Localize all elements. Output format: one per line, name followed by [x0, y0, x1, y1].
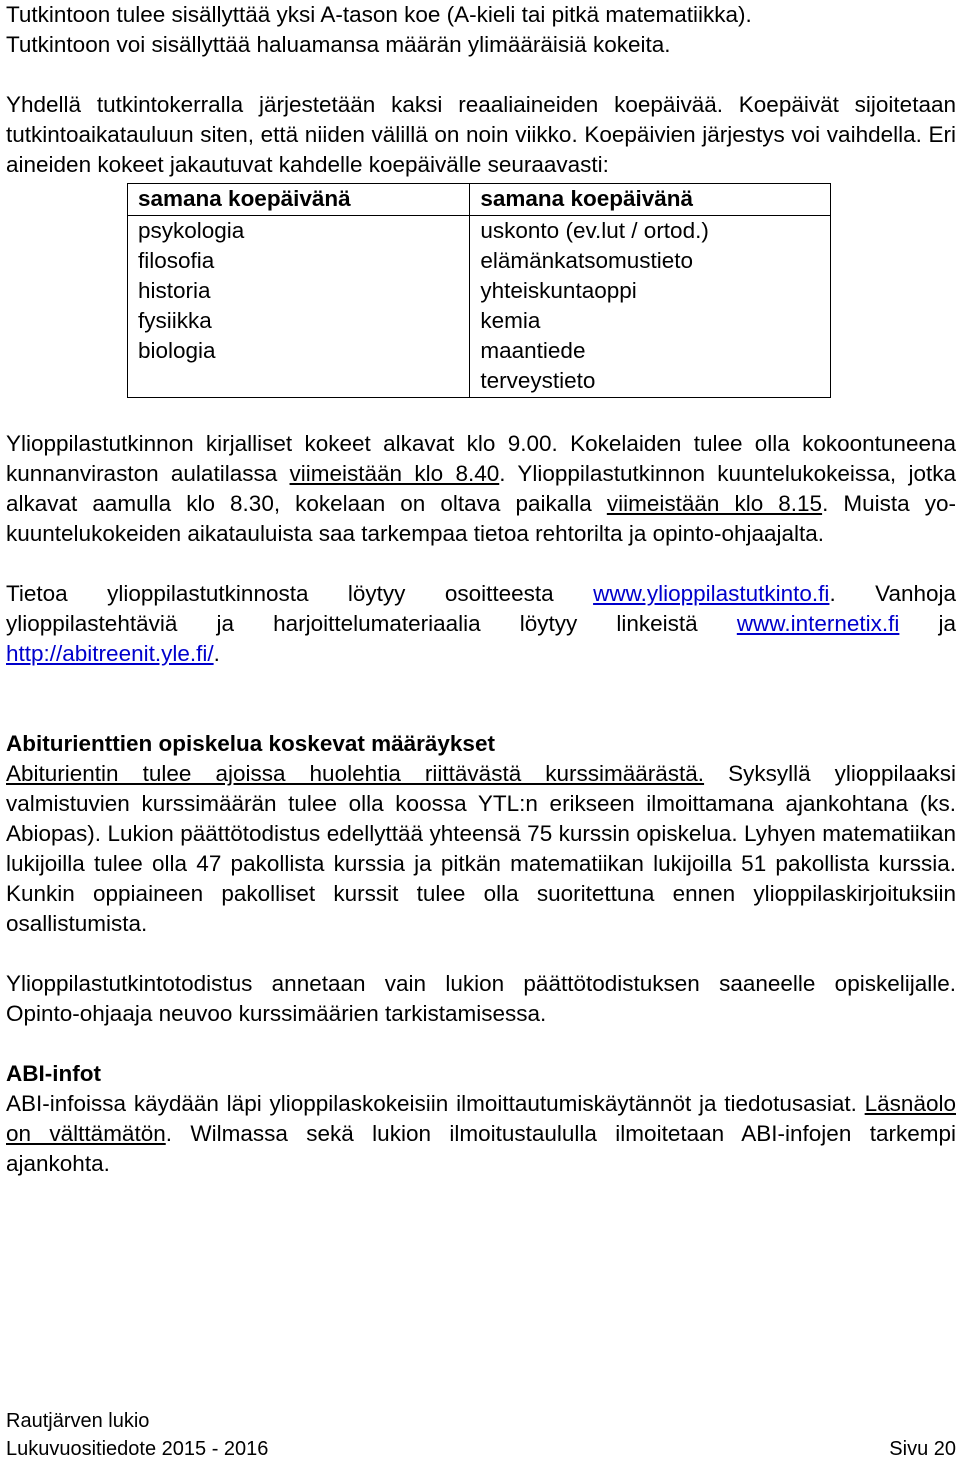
subject-item: historia	[138, 278, 211, 303]
section-abi-info	[6, 1059, 956, 1179]
section-abiturients	[6, 729, 956, 939]
subject-item: kemia	[480, 308, 541, 333]
paragraph-links: Tietoa ylioppilastutkinnosta löytyy osoitteesta www.ylioppilastutkinto.fi. Vanhoja ylioppilastehtäviä ja harjoittelumateriaalia löytyy linkeistä www.internetix.fi ja http://abitreenit.yle.fi/.	[6, 581, 957, 666]
page-footer	[6, 1407, 956, 1463]
table-header-day2: samana koepäivänä	[470, 184, 831, 216]
deadline-text: viimeistään klo 8.40	[289, 461, 500, 486]
subject-item: fysiikka	[138, 308, 212, 333]
exam-day-table	[127, 183, 831, 398]
footer-publication: Lukuvuositiedote 2015 - 2016	[6, 1438, 269, 1460]
paragraph-a-level-exam	[6, 0, 956, 60]
subject-item: psykologia	[138, 218, 245, 243]
paragraph-abi-info: ABI-infoissa käydään läpi ylioppilaskokeisiin ilmoittautumiskäytännöt ja tiedotusasiat. Läsnäolo on välttämätön. Wilmassa sekä lukion ilmoitustaululla ilmoitetaan ABI-infojen tarkempi ajankohta.	[6, 1091, 956, 1176]
subject-item: yhteiskuntaoppi	[480, 278, 637, 303]
subject-item: uskonto (ev.lut / ortod.)	[480, 218, 709, 243]
link-abitreenit[interactable]: http://abitreenit.yle.fi/	[6, 641, 214, 666]
subject-item: maantiede	[480, 338, 586, 363]
footer-school: Rautjärven lukio	[6, 1410, 150, 1432]
footer-page-number: Sivu 20	[889, 1438, 956, 1460]
link-internetix[interactable]: www.internetix.fi	[736, 611, 900, 636]
deadline-text: viimeistään klo 8.15	[606, 491, 823, 516]
table-header-day1: samana koepäivänä	[128, 184, 470, 216]
paragraph-course-requirements: Abiturientin tulee ajoissa huolehtia riittävästä kurssimäärästä. Syksyllä ylioppilaaksi valmistuvien kurssimäärän tulee olla koossa YTL:n erikseen ilmoittamana ajankohtana (ks. Abiopas). Lukion päättötodistus edellyttää yhteensä 75 kurssin opiskelua. Lyhyen matematiikan lukijoilla tulee olla 47 pakollista kurssia ja pitkän matematiikan lukijoilla 51 pakollista kurssia. Kunkin oppiaineen pakolliset kurssit tulee olla suoritettuna ennen ylioppilaskirjoituksiin osallistumista.	[6, 761, 956, 936]
subject-item: terveystieto	[480, 368, 596, 393]
section-heading: ABI-infot	[6, 1061, 101, 1086]
paragraph-exam-times: Ylioppilastutkinnon kirjalliset kokeet alkavat klo 9.00. Kokelaiden tulee olla kokoontuneena kunnanviraston aulatilassa viimeistään klo 8.40. Ylioppilastutkinnon kuuntelukokeissa, jotka alkavat aamulla klo 8.30, kokelaan on oltava paikalla viimeistään klo 8.15. Muista yo-kuuntelukokeiden aikatauluista saa tarkempaa tietoa rehtorilta ja opinto-ohjaajalta.	[6, 431, 956, 546]
table-cell-day2-subjects	[470, 216, 831, 398]
subject-item: elämänkatsomustieto	[480, 248, 693, 273]
subject-item: filosofia	[138, 248, 215, 273]
paragraph-exam-days: Yhdellä tutkintokerralla järjestetään kaksi reaaliaineiden koepäivää. Koepäivät sijoitetaan tutkintoaikatauluun siten, että niiden välillä on noin viikko. Koepäivien järjestys voi vaihdella. Eri aineiden kokeet jakautuvat kahdelle koepäivälle seuraavasti:	[6, 92, 956, 177]
link-ylioppilastutkinto[interactable]: www.ylioppilastutkinto.fi	[593, 581, 830, 606]
paragraph-certificate: Ylioppilastutkintotodistus annetaan vain lukion päättötodistuksen saaneelle opiskelijalle. Opinto-ohjaaja neuvoo kurssimäärien tarkistamisessa.	[6, 971, 956, 1026]
text-line: Tutkintoon voi sisällyttää haluamansa määrän ylimääräisiä kokeita.	[6, 32, 671, 57]
document-page	[6, 0, 956, 1179]
text-line: Tutkintoon tulee sisällyttää yksi A-tason koe (A-kieli tai pitkä matematiikka).	[6, 2, 752, 27]
section-heading: Abiturienttien opiskelua koskevat määräykset	[6, 731, 495, 756]
table-cell-day1-subjects	[128, 216, 470, 398]
subject-item: biologia	[138, 338, 216, 363]
